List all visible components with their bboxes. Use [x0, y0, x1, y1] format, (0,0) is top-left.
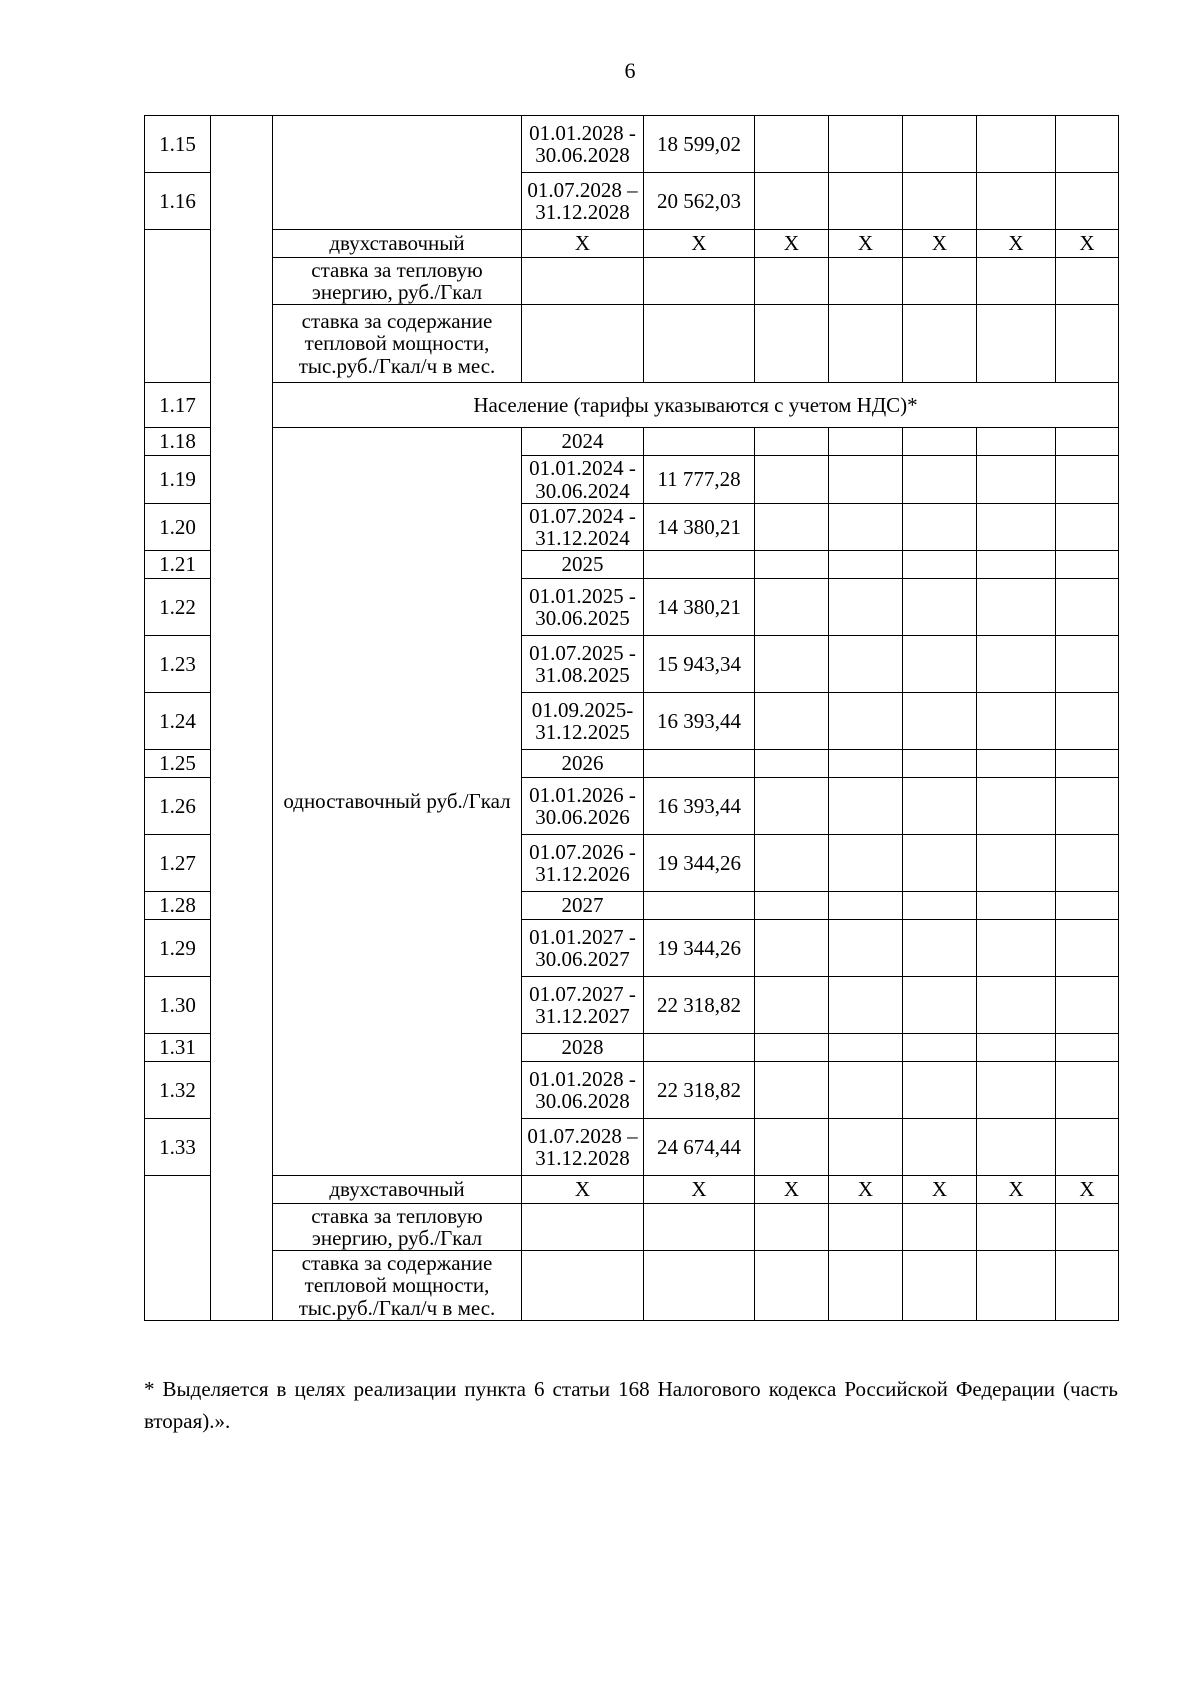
year-cell: 2025: [522, 551, 644, 579]
period-cell: 01.07.2028 – 31.12.2028: [522, 1119, 644, 1176]
row-number: 1.28: [145, 892, 211, 920]
year-cell: 2028: [522, 1034, 644, 1062]
tariff-value: 19 344,26: [644, 920, 755, 977]
x-mark: X: [977, 230, 1056, 258]
page-number: 6: [624, 58, 636, 83]
row-number: 1.26: [145, 778, 211, 835]
period-cell: 01.07.2028 – 31.12.2028: [522, 173, 644, 230]
two-rate-label: двухставочный: [273, 1176, 522, 1204]
period-cell: 01.07.2024 - 31.12.2024: [522, 504, 644, 551]
year-cell: 2026: [522, 750, 644, 778]
row-number: 1.20: [145, 504, 211, 551]
period-cell: 01.01.2025 - 30.06.2025: [522, 579, 644, 636]
row-number: 1.18: [145, 428, 211, 456]
tariff-value: 15 943,34: [644, 636, 755, 693]
row-number: 1.21: [145, 551, 211, 579]
table-row: [145, 258, 1119, 305]
row-number: 1.19: [145, 456, 211, 504]
table-row: [145, 116, 1119, 173]
tariff-value: 16 393,44: [644, 778, 755, 835]
heat-energy-rate-label: ставка за тепловую энергию, руб./Гкал: [273, 258, 522, 305]
period-cell: 01.01.2028 - 30.06.2028: [522, 116, 644, 173]
table-row: [145, 1176, 1119, 1204]
year-cell: 2027: [522, 892, 644, 920]
period-cell: 01.07.2026 - 31.12.2026: [522, 835, 644, 892]
empty-cell: [273, 116, 522, 230]
period-cell: 01.07.2027 - 31.12.2027: [522, 977, 644, 1034]
empty-cell: [211, 116, 273, 1321]
table-row: [145, 428, 1119, 456]
x-mark: X: [644, 230, 755, 258]
period-cell: 01.01.2028 - 30.06.2028: [522, 1062, 644, 1119]
row-number: 1.31: [145, 1034, 211, 1062]
tariff-table: [144, 115, 1119, 1321]
tariff-value: 19 344,26: [644, 835, 755, 892]
row-number: 1.32: [145, 1062, 211, 1119]
two-rate-label: двухставочный: [273, 230, 522, 258]
tariff-value: 14 380,21: [644, 579, 755, 636]
row-number: 1.29: [145, 920, 211, 977]
heat-energy-rate-label: ставка за тепловую энергию, руб./Гкал: [273, 1204, 522, 1251]
tariff-value: 14 380,21: [644, 504, 755, 551]
x-mark: X: [977, 1176, 1056, 1204]
row-number: 1.25: [145, 750, 211, 778]
period-cell: 01.01.2026 - 30.06.2026: [522, 778, 644, 835]
period-cell: 01.01.2027 - 30.06.2027: [522, 920, 644, 977]
tariff-value: 11 777,28: [644, 456, 755, 504]
tariff-value: 22 318,82: [644, 1062, 755, 1119]
x-mark: X: [1056, 1176, 1119, 1204]
x-mark: X: [644, 1176, 755, 1204]
x-mark: X: [755, 230, 829, 258]
x-mark: X: [903, 1176, 977, 1204]
table-row: [145, 230, 1119, 258]
x-mark: X: [829, 230, 903, 258]
population-header: Население (тарифы указываются с учетом НДС)*: [273, 383, 1119, 428]
tariff-value: 24 674,44: [644, 1119, 755, 1176]
table-row: [145, 1251, 1119, 1321]
empty-cell: [145, 230, 211, 383]
row-number: 1.22: [145, 579, 211, 636]
row-number: 1.24: [145, 693, 211, 750]
row-number: 1.33: [145, 1119, 211, 1176]
tariff-value: 22 318,82: [644, 977, 755, 1034]
heat-capacity-rate-label: ставка за содержание тепловой мощности, тыс.руб./Гкал/ч в мес.: [273, 1251, 522, 1321]
row-number: 1.15: [145, 116, 211, 173]
tariff-value: 20 562,03: [644, 173, 755, 230]
period-cell: 01.09.2025- 31.12.2025: [522, 693, 644, 750]
table-row: [145, 1204, 1119, 1251]
year-cell: 2024: [522, 428, 644, 456]
heat-capacity-rate-label: ставка за содержание тепловой мощности, тыс.руб./Гкал/ч в мес.: [273, 305, 522, 383]
tariff-value: 18 599,02: [644, 116, 755, 173]
x-mark: X: [829, 1176, 903, 1204]
empty-cell: [145, 1176, 211, 1321]
x-mark: X: [903, 230, 977, 258]
x-mark: X: [522, 230, 644, 258]
tariff-value: 16 393,44: [644, 693, 755, 750]
x-mark: X: [755, 1176, 829, 1204]
period-cell: 01.01.2024 - 30.06.2024: [522, 456, 644, 504]
one-rate-label: одноставочный руб./Гкал: [273, 428, 522, 1176]
x-mark: X: [1056, 230, 1119, 258]
table-row: [145, 383, 1119, 428]
row-number: 1.27: [145, 835, 211, 892]
x-mark: X: [522, 1176, 644, 1204]
period-cell: 01.07.2025 - 31.08.2025: [522, 636, 644, 693]
table-row: [145, 305, 1119, 383]
footnote: * Выделяется в целях реализации пункта 6 статьи 168 Налогового кодекса Российской Федерации (часть вторая).».: [144, 1377, 1118, 1433]
row-number: 1.16: [145, 173, 211, 230]
row-number: 1.17: [145, 383, 211, 428]
row-number: 1.23: [145, 636, 211, 693]
row-number: 1.30: [145, 977, 211, 1034]
